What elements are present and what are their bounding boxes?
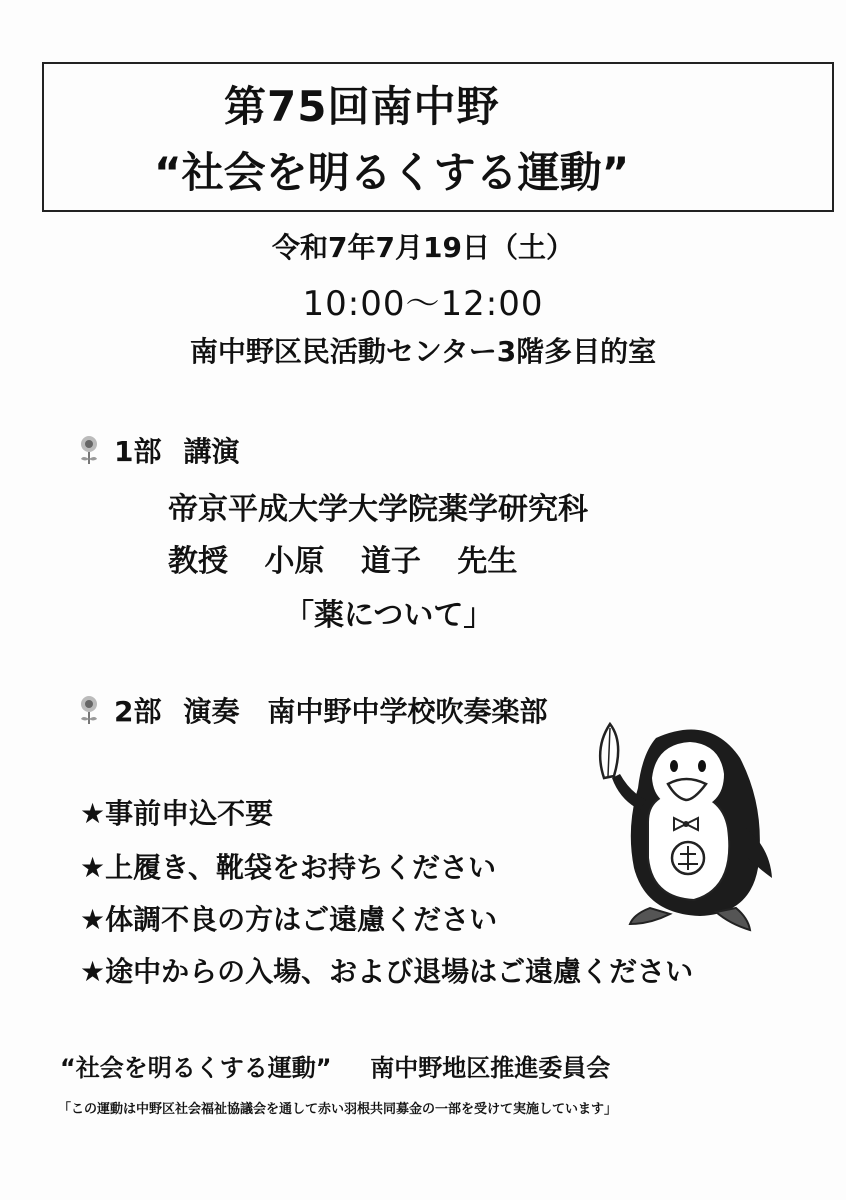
note-item: ★途中からの入場、および退場はご遠慮ください (80, 955, 694, 988)
event-time: 10:00～12:00 (302, 284, 544, 324)
part2-label: 2部 (114, 695, 162, 728)
speaker-honorific: 先生 (457, 544, 518, 579)
speaker-family-name: 小原 (264, 544, 325, 579)
part2-text: 演奏 南中野中学校吹奏楽部 (183, 695, 548, 728)
part1-label: 1部 (114, 435, 162, 468)
title-line-1: 第75回南中野 (224, 82, 500, 131)
event-venue: 南中野区民活動センター3階多目的室 (189, 335, 657, 368)
flower-icon (78, 435, 100, 465)
footer-committee: 南中野地区推進委員会 (370, 1054, 611, 1082)
speaker-affiliation: 帝京平成大学大学院薬学研究科 (168, 492, 588, 527)
footer-note: 「この運動は中野区社会福祉協議会を通して赤い羽根共同募金の一部を受けて実施しています」 (58, 1102, 618, 1117)
footer-organizer (60, 1048, 610, 1083)
speaker-title: 教授 (168, 544, 228, 579)
part2-heading (78, 690, 548, 730)
note-item: ★事前申込不要 (80, 797, 274, 830)
event-date: 令和7年7月19日（土） (272, 231, 574, 264)
note-item: ★体調不良の方はご遠慮ください (80, 903, 498, 936)
part1-heading (78, 430, 240, 470)
note-item: ★上履き、靴袋をお持ちください (80, 851, 496, 884)
part1-type: 講演 (183, 435, 240, 468)
speaker-line (168, 536, 543, 580)
speaker-given-name: 道子 (360, 544, 421, 579)
lecture-topic: 「薬について」 (284, 598, 494, 633)
flower-icon (78, 695, 100, 725)
footer-campaign: “社会を明るくする運動” (60, 1054, 332, 1082)
title-box (42, 62, 834, 212)
title-line-2: “社会を明るくする運動” (154, 148, 630, 197)
penguin-mascot-icon (590, 718, 774, 938)
